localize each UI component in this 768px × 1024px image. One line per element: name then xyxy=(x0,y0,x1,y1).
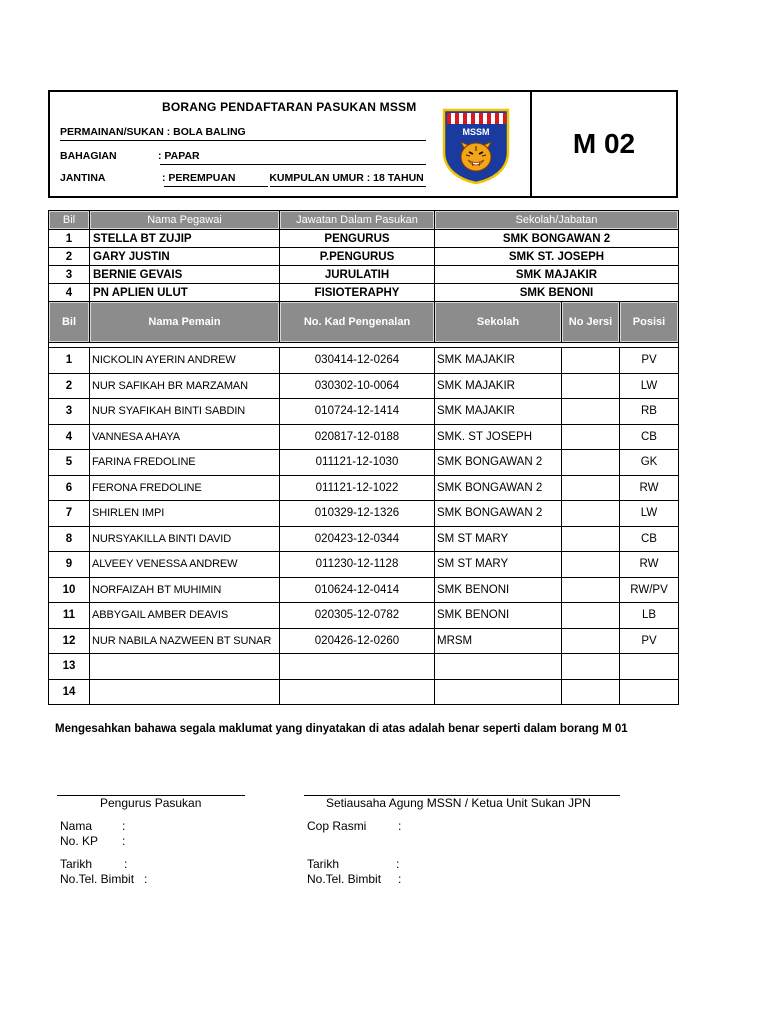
player-sekolah: SMK MAJAKIR xyxy=(435,348,562,374)
player-ic: 010329-12-1326 xyxy=(280,501,435,527)
players-header-nama: Nama Pemain xyxy=(90,302,280,343)
right-signature-title: Setiausaha Agung MSSN / Ketua Unit Sukan JPN xyxy=(326,796,591,810)
bahagian-row xyxy=(60,150,200,162)
player-row xyxy=(49,603,679,629)
players-header-posisi: Posisi xyxy=(620,302,679,343)
player-ic xyxy=(280,679,435,705)
mssm-logo xyxy=(442,108,510,184)
form-code: M 02 xyxy=(572,128,636,159)
logo-stripes xyxy=(447,113,506,124)
player-nama: NORFAIZAH BT MUHIMIN xyxy=(90,577,280,603)
player-jersi xyxy=(562,577,620,603)
official-nama: GARY JUSTIN xyxy=(90,248,280,266)
left-nama-colon: : xyxy=(122,819,126,833)
left-kp-field xyxy=(60,834,98,848)
player-posisi: RW xyxy=(620,475,679,501)
player-row xyxy=(49,628,679,654)
form-header xyxy=(48,90,678,198)
player-sekolah: SMK BENONI xyxy=(435,577,562,603)
right-tel-label: No.Tel. Bimbit xyxy=(307,872,382,886)
player-ic: 011121-12-1030 xyxy=(280,450,435,476)
player-row xyxy=(49,399,679,425)
right-tarikh-colon: : xyxy=(396,857,400,871)
official-bil: 1 xyxy=(49,230,90,248)
player-sekolah xyxy=(435,679,562,705)
player-bil: 14 xyxy=(49,679,90,705)
official-jawatan: JURULATIH xyxy=(280,266,435,284)
player-sekolah: SMK MAJAKIR xyxy=(435,373,562,399)
right-tel-field xyxy=(307,872,381,886)
jantina-label: JANTINA xyxy=(60,172,106,184)
player-jersi xyxy=(562,603,620,629)
player-ic: 010624-12-0414 xyxy=(280,577,435,603)
player-ic: 011121-12-1022 xyxy=(280,475,435,501)
player-row xyxy=(49,679,679,705)
player-posisi: RW xyxy=(620,552,679,578)
players-header-jersi: No Jersi xyxy=(562,302,620,343)
official-sekolah: SMK ST. JOSEPH xyxy=(435,248,679,266)
officials-header-sekolah: Sekolah/Jabatan xyxy=(435,211,679,230)
player-ic: 030414-12-0264 xyxy=(280,348,435,374)
officials-header-row xyxy=(49,211,679,230)
player-sekolah: SMK MAJAKIR xyxy=(435,399,562,425)
official-row xyxy=(49,230,679,248)
player-nama: FARINA FREDOLINE xyxy=(90,450,280,476)
players-header-ic: No. Kad Pengenalan xyxy=(280,302,435,343)
official-row xyxy=(49,248,679,266)
player-row xyxy=(49,348,679,374)
official-sekolah: SMK BONGAWAN 2 xyxy=(435,230,679,248)
player-bil: 7 xyxy=(49,501,90,527)
player-row xyxy=(49,373,679,399)
player-jersi xyxy=(562,552,620,578)
permainan-value: BOLA BALING xyxy=(173,126,246,138)
officials-header-jawatan: Jawatan Dalam Pasukan xyxy=(280,211,435,230)
player-ic: 020305-12-0782 xyxy=(280,603,435,629)
player-jersi xyxy=(562,424,620,450)
player-posisi: PV xyxy=(620,348,679,374)
player-posisi: RB xyxy=(620,399,679,425)
player-posisi: CB xyxy=(620,526,679,552)
right-cop-field xyxy=(307,819,366,833)
official-nama: BERNIE GEVAIS xyxy=(90,266,280,284)
player-nama: FERONA FREDOLINE xyxy=(90,475,280,501)
player-sekolah: MRSM xyxy=(435,628,562,654)
jantina-underline xyxy=(164,186,268,187)
player-sekolah: SMK BENONI xyxy=(435,603,562,629)
player-ic: 030302-10-0064 xyxy=(280,373,435,399)
player-jersi xyxy=(562,526,620,552)
player-row xyxy=(49,501,679,527)
player-sekolah: SM ST MARY xyxy=(435,526,562,552)
jantina-colon: : xyxy=(162,172,166,184)
players-table xyxy=(48,301,679,705)
player-sekolah: SMK. ST JOSEPH xyxy=(435,424,562,450)
permainan-row xyxy=(60,126,246,138)
officials-header-bil: Bil xyxy=(49,211,90,230)
player-nama: ALVEEY VENESSA ANDREW xyxy=(90,552,280,578)
player-nama: VANNESA AHAYA xyxy=(90,424,280,450)
kumpulan-underline xyxy=(270,186,426,187)
player-sekolah: SMK BONGAWAN 2 xyxy=(435,450,562,476)
player-row xyxy=(49,424,679,450)
player-bil: 11 xyxy=(49,603,90,629)
player-posisi: LW xyxy=(620,373,679,399)
jantina-value: PEREMPUAN xyxy=(168,172,236,184)
player-ic: 011230-12-1128 xyxy=(280,552,435,578)
player-nama: SHIRLEN IMPI xyxy=(90,501,280,527)
player-posisi xyxy=(620,679,679,705)
player-posisi: RW/PV xyxy=(620,577,679,603)
official-bil: 3 xyxy=(49,266,90,284)
player-bil: 8 xyxy=(49,526,90,552)
right-cop-colon: : xyxy=(398,819,402,833)
official-nama: STELLA BT ZUJIP xyxy=(90,230,280,248)
player-row xyxy=(49,475,679,501)
player-ic: 020423-12-0344 xyxy=(280,526,435,552)
player-nama: NICKOLIN AYERIN ANDREW xyxy=(90,348,280,374)
player-bil: 12 xyxy=(49,628,90,654)
kumpulan-label: KUMPULAN UMUR : xyxy=(269,172,371,184)
player-posisi: LW xyxy=(620,501,679,527)
kp-label: No. KP xyxy=(60,834,99,848)
official-bil: 4 xyxy=(49,284,90,302)
player-nama: NUR SAFIKAH BR MARZAMAN xyxy=(90,373,280,399)
players-header-sekolah: Sekolah xyxy=(435,302,562,343)
tarikh-label: Tarikh xyxy=(60,857,93,871)
permainan-underline xyxy=(60,140,426,141)
officials-table xyxy=(48,210,679,302)
player-ic: 020817-12-0188 xyxy=(280,424,435,450)
player-bil: 3 xyxy=(49,399,90,425)
tel-label: No.Tel. Bimbit xyxy=(60,872,135,886)
left-tarikh-colon: : xyxy=(124,857,128,871)
players-header-row xyxy=(49,302,679,343)
player-nama xyxy=(90,679,280,705)
official-jawatan: P.PENGURUS xyxy=(280,248,435,266)
player-posisi: LB xyxy=(620,603,679,629)
cop-label: Cop Rasmi xyxy=(307,819,367,833)
player-bil: 10 xyxy=(49,577,90,603)
player-row xyxy=(49,654,679,680)
official-sekolah: SMK MAJAKIR xyxy=(435,266,679,284)
bahagian-underline xyxy=(160,164,426,165)
player-jersi xyxy=(562,654,620,680)
player-nama: ABBYGAIL AMBER DEAVIS xyxy=(90,603,280,629)
player-row xyxy=(49,450,679,476)
player-jersi xyxy=(562,501,620,527)
header-info-panel xyxy=(50,92,532,196)
players-header-bil: Bil xyxy=(49,302,90,343)
form-title: BORANG PENDAFTARAN PASUKAN MSSM xyxy=(162,100,417,114)
right-tel-colon: : xyxy=(398,872,402,886)
player-sekolah: SM ST MARY xyxy=(435,552,562,578)
player-posisi: CB xyxy=(620,424,679,450)
player-sekolah: SMK BONGAWAN 2 xyxy=(435,475,562,501)
nama-label: Nama xyxy=(60,819,93,833)
official-jawatan: PENGURUS xyxy=(280,230,435,248)
player-nama: NUR SYAFIKAH BINTI SABDIN xyxy=(90,399,280,425)
official-jawatan: FISIOTERAPHY xyxy=(280,284,435,302)
logo-text: MSSM xyxy=(462,127,490,137)
player-bil: 1 xyxy=(49,348,90,374)
permainan-label: PERMAINAN/SUKAN : xyxy=(60,126,171,138)
bahagian-value: PAPAR xyxy=(164,150,200,162)
bahagian-colon: : xyxy=(158,150,162,162)
player-bil: 4 xyxy=(49,424,90,450)
left-tarikh-field xyxy=(60,857,92,871)
bahagian-label: BAHAGIAN xyxy=(60,150,117,162)
player-bil: 9 xyxy=(49,552,90,578)
player-bil: 5 xyxy=(49,450,90,476)
left-nama-field xyxy=(60,819,92,833)
player-row xyxy=(49,577,679,603)
player-sekolah: SMK BONGAWAN 2 xyxy=(435,501,562,527)
left-signature-title: Pengurus Pasukan xyxy=(100,796,202,810)
player-posisi: GK xyxy=(620,450,679,476)
player-nama: NUR NABILA NAZWEEN BT SUNAR xyxy=(90,628,280,654)
player-jersi xyxy=(562,628,620,654)
right-tarikh-field xyxy=(307,857,339,871)
player-nama xyxy=(90,654,280,680)
player-row xyxy=(49,526,679,552)
player-posisi xyxy=(620,654,679,680)
official-row xyxy=(49,284,679,302)
player-bil: 2 xyxy=(49,373,90,399)
official-sekolah: SMK BENONI xyxy=(435,284,679,302)
player-posisi: PV xyxy=(620,628,679,654)
officials-header-nama: Nama Pegawai xyxy=(90,211,280,230)
official-row xyxy=(49,266,679,284)
left-tel-field xyxy=(60,872,134,886)
player-ic: 010724-12-1414 xyxy=(280,399,435,425)
player-jersi xyxy=(562,373,620,399)
left-kp-colon: : xyxy=(122,834,126,848)
right-tarikh-label: Tarikh xyxy=(307,857,340,871)
kumpulan-value: 18 TAHUN xyxy=(373,172,424,184)
player-sekolah xyxy=(435,654,562,680)
declaration-text: Mengesahkan bahawa segala maklumat yang dinyatakan di atas adalah benar seperti dalam borang M 01 xyxy=(55,723,628,735)
player-ic: 020426-12-0260 xyxy=(280,628,435,654)
form-code-panel xyxy=(532,92,676,196)
player-bil: 6 xyxy=(49,475,90,501)
player-jersi xyxy=(562,450,620,476)
player-jersi xyxy=(562,475,620,501)
tiger-icon xyxy=(461,142,491,171)
official-nama: PN APLIEN ULUT xyxy=(90,284,280,302)
player-jersi xyxy=(562,679,620,705)
left-tel-colon: : xyxy=(144,872,148,886)
player-bil: 13 xyxy=(49,654,90,680)
player-ic xyxy=(280,654,435,680)
player-nama: NURSYAKILLA BINTI DAVID xyxy=(90,526,280,552)
player-jersi xyxy=(562,399,620,425)
official-bil: 2 xyxy=(49,248,90,266)
player-jersi xyxy=(562,348,620,374)
jantina-row xyxy=(60,172,424,184)
player-row xyxy=(49,552,679,578)
